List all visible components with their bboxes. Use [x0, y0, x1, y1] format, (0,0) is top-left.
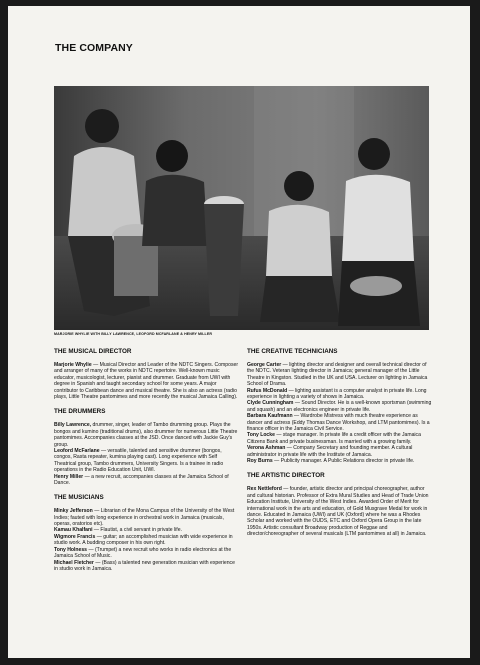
entry-name: George Carter	[247, 361, 282, 368]
left-column	[54, 349, 239, 580]
entry-list	[54, 422, 239, 486]
program-page	[8, 6, 470, 658]
entry	[54, 362, 239, 400]
section-heading: THE ARTISTIC DIRECTOR	[247, 472, 325, 480]
entry	[247, 486, 432, 537]
entry	[247, 458, 432, 464]
section-heading: THE CREATIVE TECHNICIANS	[247, 348, 338, 355]
entry-name: Rufus McDonald	[247, 387, 288, 394]
entry-name: Barbara Kaufmann	[247, 413, 293, 420]
entry-text: — a new recruit, accompanies classes at the Jamaica School of Dance.	[54, 473, 229, 486]
entry-text: drummer, singer, leader of Tambo drumming group. Plays the bongos and kumino (traditional drums), also drummer for numerous Little Theatre pantomimes. Accompanies classes at the JSD. Once danced with Jackie Guy's group.	[54, 422, 238, 448]
entry-name: Billy Lawrence,	[54, 422, 92, 429]
page-title: THE COMPANY	[55, 42, 133, 54]
entry	[247, 432, 432, 445]
section-heading: THE MUSICAL DIRECTOR	[54, 348, 132, 355]
entry	[54, 474, 239, 487]
entry-name: Tony Holness	[54, 546, 88, 553]
entry-name: Rex Nettleford	[247, 486, 282, 493]
entry	[247, 445, 432, 458]
entry-name: Michael Fletcher	[54, 559, 94, 566]
entry	[247, 400, 432, 413]
entry	[54, 534, 239, 547]
entry-name: Henry Miller	[54, 473, 84, 480]
entry	[247, 388, 432, 401]
section-artistic-director	[247, 473, 432, 537]
entry-name: Wigmore Francis	[54, 533, 96, 540]
entry-name: Tony Locke	[247, 432, 275, 439]
company-photo-image	[54, 86, 429, 330]
section-drummers	[54, 409, 239, 486]
entry-text: — stage manager. In private life a credit officer with the Jamaica Citizens Bank and private businessman. Is married with a growing family.	[247, 432, 421, 445]
entry	[247, 362, 432, 388]
entry-name: Clyde Cunningham	[247, 400, 294, 407]
entry-text: — (Bass) a talented new generation musician with experience in studio work in Jamaica.	[54, 559, 235, 572]
entry-text: — Sound Director. He is a well-known sportsman (swimming and squash) and an electronics engineer in private life.	[247, 400, 432, 413]
right-column	[247, 349, 432, 546]
section-heading: THE DRUMMERS	[54, 408, 106, 416]
entry-name: Kamau Khalfani	[54, 527, 93, 534]
entry-text: — lighting director and designer and overall technical director of the NDTC. Veteran lighting director in Jamaica; general manager of the Little Theatre in Kingston. Studied in the UK and USA. Lecturer on lighting in Jamaica School of Drama.	[247, 361, 428, 388]
entry	[54, 422, 239, 448]
entry-text: — guitar; an accomplished musician with wide experience in studio work. A budding composer in his own right.	[54, 533, 233, 547]
entry-text: — Publicity manager. A Public Relations director in private life.	[272, 458, 415, 465]
entry-list	[247, 486, 432, 537]
entry	[54, 560, 239, 573]
entry-list	[54, 362, 239, 400]
photo-caption: MARJORIE WHYLIE WITH BILLY LAWRENCE, LEOFORD MCFARLANE & HENRY MILLER	[54, 332, 213, 336]
entry-name: Marjorie Whylie	[54, 361, 92, 368]
entry-name: Roy Burns	[247, 458, 273, 465]
company-photo	[54, 86, 429, 330]
section-musicians	[54, 495, 239, 572]
entry	[54, 508, 239, 527]
entry	[54, 448, 239, 474]
entry-text: — Musical Director and Leader of the NDTC Singers. Composer and arranger of many of the works in NDTC repertoire. Well-known music educator, musicologist, lecturer, pianist and drummer. Graduate from UWI with degree in Spanish and taught secondary school for some years. A major contributor to Caribbean dance and musical theatre. She is also an actress (radio plays, Little Theatre pantomimes and more recently the musical Jamaica Calling).	[54, 361, 239, 400]
entry-name: Leoford McFarlane	[54, 447, 100, 454]
entry-list	[54, 508, 239, 572]
entry-text: — Flautist, a civil servant in private life.	[92, 527, 182, 534]
entry-text: — Librarian of the Mona Campus of the University of the West Indies; fauted with long experience in orchestral work in Jamaica (musicals, operas, oratorios etc).	[54, 508, 235, 528]
section-musical-director	[54, 349, 239, 400]
entry-text: — versatile, talented and sensitive drummer (bongos, congos, Rasta repeater, kumina playing cast). Long experience with Self Theatrical group, Tambo drummers, University Singers. Is a trainee in radio operations in the Radio Education Unit, UWI.	[54, 447, 224, 474]
entry	[247, 413, 432, 432]
entry-list	[247, 362, 432, 465]
entry-text: — (Trumpet) a new recruit who works in radio electronics at the Jamaica School of Music.	[54, 546, 232, 560]
section-heading: THE MUSICIANS	[54, 494, 104, 502]
entry-text: — Wardrobe Mistress with much theatre experience as dancer and actress (Eddy Thomas Dance Workshop, and LTM pantomimes). Is a finance officer in the Jamaica Civil Service.	[247, 413, 430, 432]
entry-text: — Company Secretary and founding member. A cultural administrator in private life with the Institute of Jamaica.	[247, 445, 413, 458]
entry-name: Minky Jefferson	[54, 508, 93, 515]
section-creative-technicians	[247, 349, 432, 464]
entry-name: Verona Ashman	[247, 445, 286, 452]
entry	[54, 547, 239, 560]
entry-text: — founder, artistic director and principal choreographer, author and cultural historian. Professor of Extra Mural Studies and Head of Trade Union Education Institute, University of the West Indies. Awarded Order of Merit for international work in the arts and education, of Gold Musgrave Medal for work in dance. Educated in Jamaica (UWI) and UK (Oxford) where he was a Rhodes Scholar and worked with the OUDS, ETC and Oxford Opera Group in the late 1950s. Artistic consultant Broadway production of Reggae and director/choreographer of several musicals (LTM pantomimes at all) in Jamaica.	[247, 486, 429, 538]
entry-text: — lighting assistant is a computer analyst in private life. Long experience in lighting a variety of shows in Jamaica.	[247, 387, 427, 400]
